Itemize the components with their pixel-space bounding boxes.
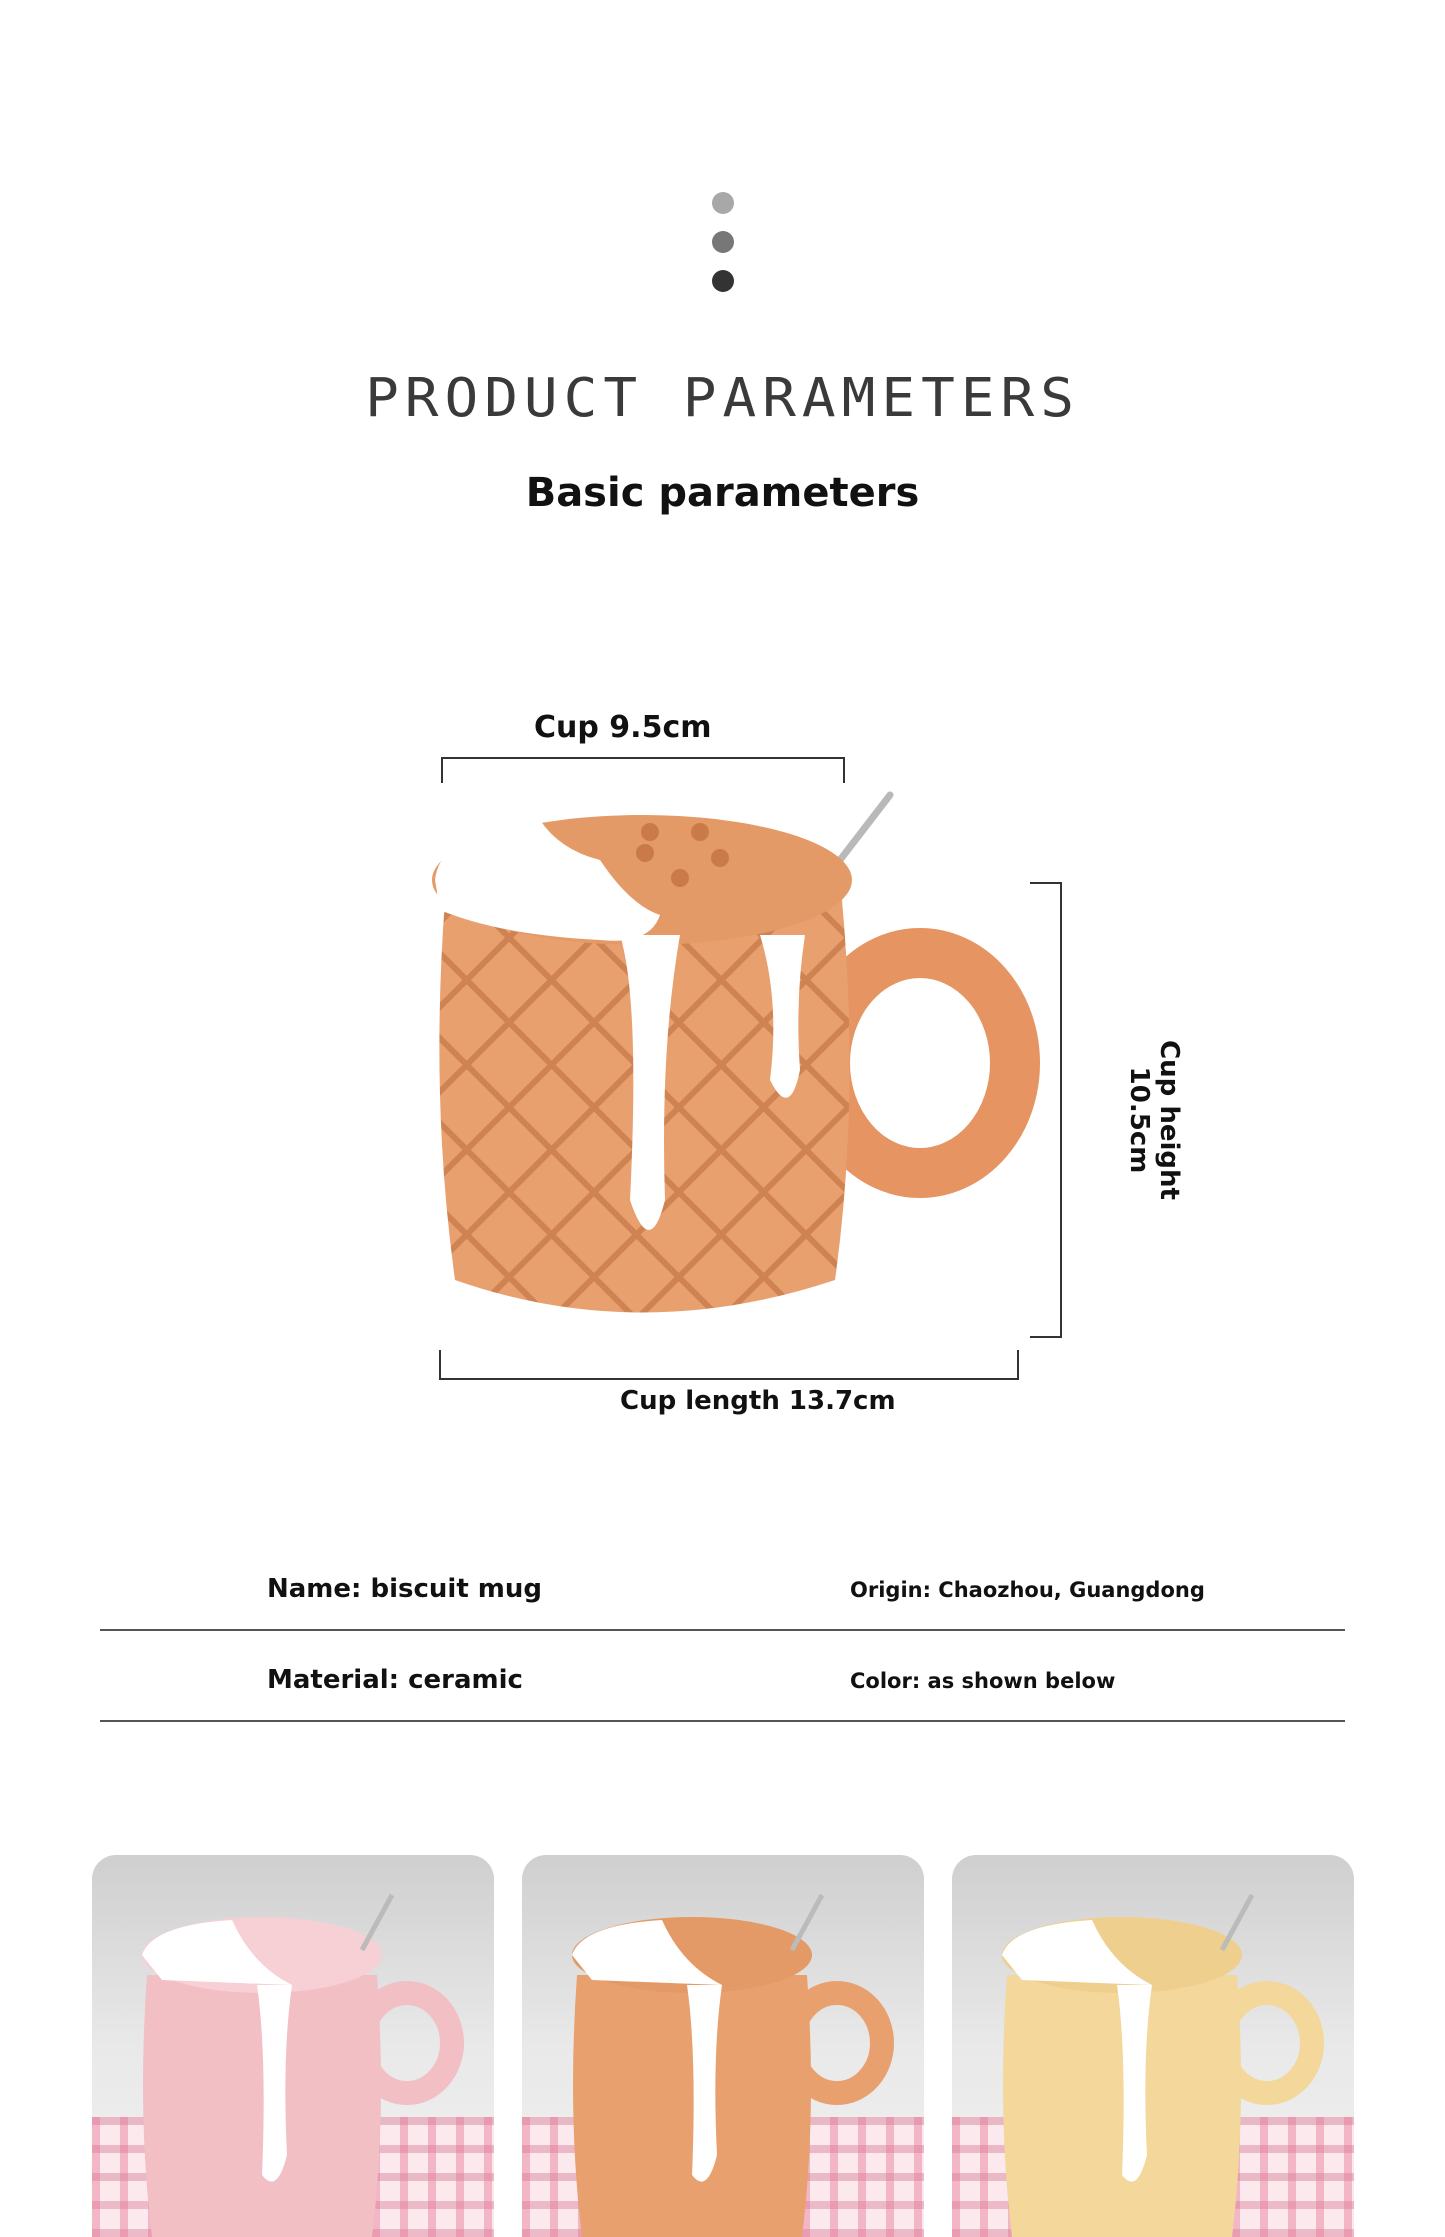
parameter-row [100, 1540, 1345, 1631]
param-origin: Origin: Chaozhou, Guangdong [850, 1578, 1205, 1602]
parameter-table [100, 1540, 1345, 1722]
dimension-width: Cup 9.5cm [534, 710, 712, 745]
width-bracket [441, 757, 845, 783]
dimension-height: Cup height 10.5cm [1124, 1040, 1184, 1200]
lid-hole [711, 849, 729, 867]
variant-orange-photo [522, 1855, 924, 2237]
page-subtitle: Basic parameters [525, 470, 920, 516]
variant-pink-photo [92, 1855, 494, 2237]
height-bracket [1030, 882, 1062, 1338]
lid-hole [671, 869, 689, 887]
param-name: Name: biscuit mug [267, 1574, 543, 1604]
length-bracket [439, 1350, 1019, 1380]
lid-hole [691, 823, 709, 841]
variant-yellow-photo [952, 1855, 1354, 2237]
spoon [840, 795, 890, 860]
dimension-length: Cup length 13.7cm [620, 1386, 896, 1416]
param-color: Color: as shown below [850, 1669, 1116, 1693]
lid-hole [641, 823, 659, 841]
page-title: PRODUCT PARAMETERS [365, 367, 1080, 430]
parameter-row [100, 1631, 1345, 1722]
lid-hole [636, 844, 654, 862]
mug-handle [825, 953, 1015, 1173]
param-material: Material: ceramic [267, 1665, 523, 1695]
